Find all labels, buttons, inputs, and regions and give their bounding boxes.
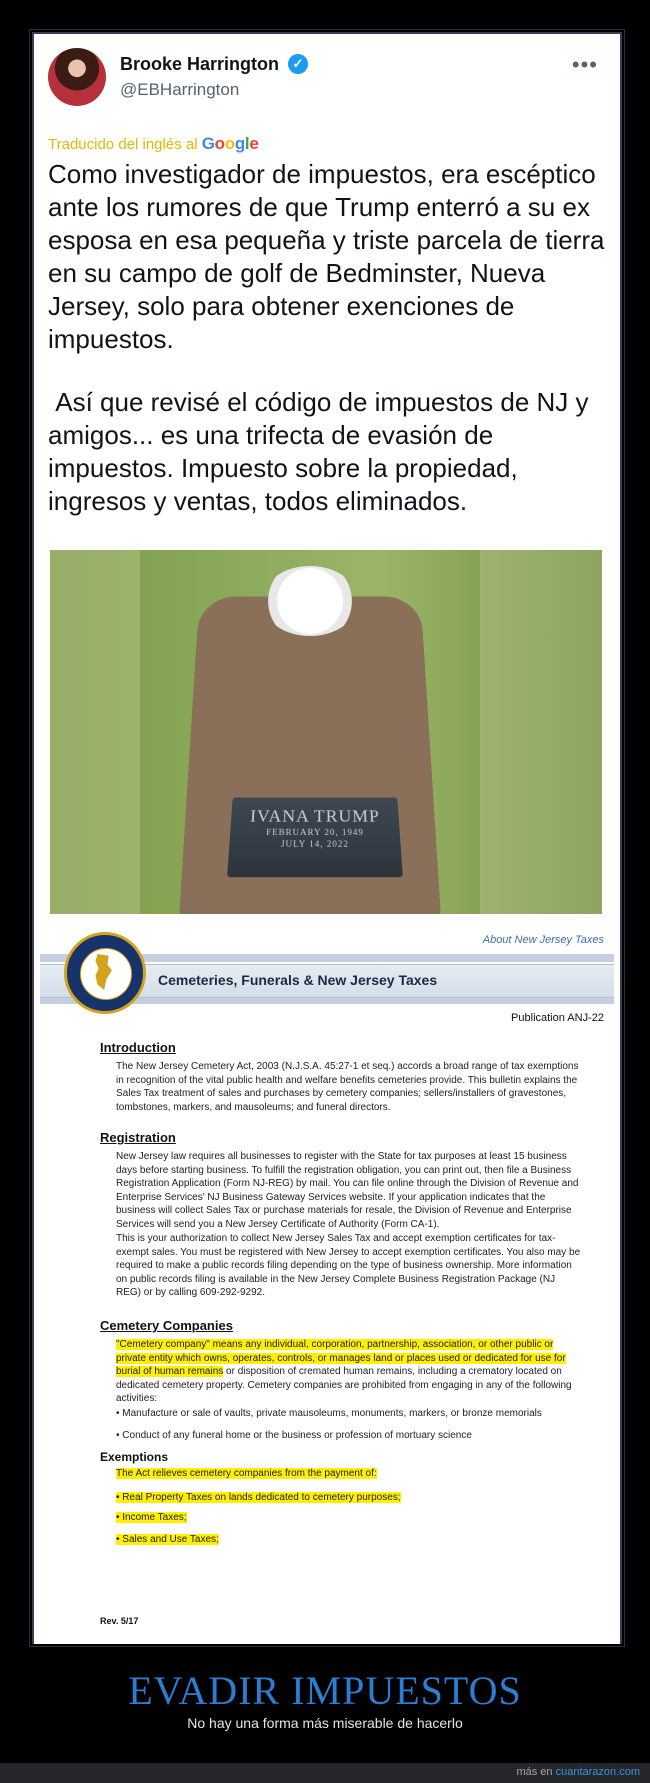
about-link[interactable]: About New Jersey Taxes	[482, 934, 604, 946]
lawn-stripe	[50, 550, 140, 914]
footer-prefix: más en	[516, 1766, 553, 1778]
revision-note: Rev. 5/17	[100, 1616, 139, 1626]
translation-label: Traducido del inglés al	[48, 136, 198, 153]
list-item: • Conduct of any funeral home or the business or profession of mortuary science	[116, 1430, 472, 1441]
definition-rest: or disposition of cremated human remains, including a crematory located on dedicated cemetery property. Cemetery companies are prohibited from engaging in any of the following activities:	[116, 1366, 572, 1405]
nj-taxation-seal	[64, 932, 146, 1014]
exemptions-heading: Exemptions	[100, 1450, 169, 1464]
document-title: Cemeteries, Funerals & New Jersey Taxes	[158, 972, 438, 988]
plaque-died: JULY 14, 2022	[280, 838, 350, 849]
tweet-card	[32, 32, 622, 1644]
registration-body-2: This is your authorization to collect New Jersey Sales Tax and accept exemption certificates for tax-exempt sales. You must be registered with New Jersey to accept exemption certificates. You also may be required to make a public records filing depending on the type of business ownership. More information on public records filing is available in the New Jersey Complete Business Registration Package (NJ REG) or by calling 609-292-9292.	[116, 1233, 581, 1299]
lawn-stripe	[480, 550, 602, 914]
tweet-header	[48, 48, 606, 118]
highlighted-definition: "Cemetery company" means any individual, corporation, partnership, association, or other public or private entity which owns, operates, controls, or manages land or places used or dedicated for use for burial of human remains	[116, 1339, 566, 1378]
list-item: • Manufacture or sale of vaults, private mausoleums, monuments, markers, or bronze memorials	[116, 1408, 542, 1419]
plaque-born: FEBRUARY 20, 1949	[265, 827, 365, 837]
site-link[interactable]: cuantarazon.com	[555, 1766, 640, 1778]
plaque-name: IVANA TRUMP	[249, 806, 381, 826]
exemption-item: • Income Taxes;	[116, 1512, 187, 1523]
grave-plaque	[227, 797, 403, 877]
introduction-body: The New Jersey Cemetery Act, 2003 (N.J.S.A. 45:27-1 et seq.) accords a broad range of tax exemptions in recognition of the vital public health and welfare benefits cemeteries provide. This bulletin explains the Sales Tax treatment of sales and purchases by cemetery companies; sellers/installers of gravestones, tombstones, markers, and mausoleums; and funeral directors.	[116, 1061, 579, 1113]
tax-document	[34, 926, 620, 1644]
white-flowers	[262, 566, 358, 636]
tweet-text	[48, 158, 612, 518]
verified-badge-icon: ✓	[288, 54, 308, 74]
footer-credit	[516, 1766, 640, 1778]
exemption-item: • Sales and Use Taxes;	[116, 1534, 219, 1545]
author-name[interactable]: Brooke Harrington	[120, 54, 280, 74]
cemetery-companies-heading: Cemetery Companies	[100, 1318, 233, 1333]
post-subtitle: No hay una forma más miserable de hacerlo	[187, 1715, 463, 1731]
post-title[interactable]: EVADIR IMPUESTOS	[128, 1668, 522, 1713]
grave-photo[interactable]	[50, 550, 602, 914]
exemptions-intro: The Act relieves cemetery companies from the payment of:	[116, 1468, 377, 1479]
translation-notice	[48, 134, 259, 154]
registration-body: New Jersey law requires all businesses to register with the State for tax purposes at least 15 business days before starting business. To fulfill the registration obligation, you can print out, then file a Business Registration Application (Form NJ-REG) by mail. You can file online through the Division of Revenue and Enterprise Services' NJ Business Gateway Services website. If your application indicates that the business will collect Sales Tax or purchase materials for resale, the Division of Revenue and Enterprise Services will send you a New Jersey Certificate of Authority (Form CA-1).	[116, 1151, 579, 1230]
tweet-paragraph: Como investigador de impuestos, era escéptico ante los rumores de que Trump enterró a su ex esposa en esa pequeña y triste parcela de tierra en su campo de golf de Bedminster, Nueva Jersey, solo para obtener exenciones de impuestos.	[48, 159, 612, 354]
registration-heading: Registration	[100, 1130, 176, 1145]
publication-number: Publication ANJ-22	[511, 1012, 604, 1024]
author-handle[interactable]: @EBHarrington	[120, 80, 240, 99]
google-logo: Google	[201, 134, 259, 153]
more-options-icon[interactable]: •••	[571, 52, 598, 77]
author-avatar[interactable]	[48, 48, 106, 106]
exemption-item: • Real Property Taxes on lands dedicated to cemetery purposes;	[116, 1492, 401, 1503]
introduction-heading: Introduction	[100, 1040, 176, 1055]
tweet-paragraph: Así que revisé el código de impuestos de NJ y amigos... es una trifecta de evasión de impuestos. Impuesto sobre la propiedad, ingresos y ventas, todos eliminados.	[48, 387, 596, 516]
cemetery-companies-body	[116, 1338, 582, 1406]
